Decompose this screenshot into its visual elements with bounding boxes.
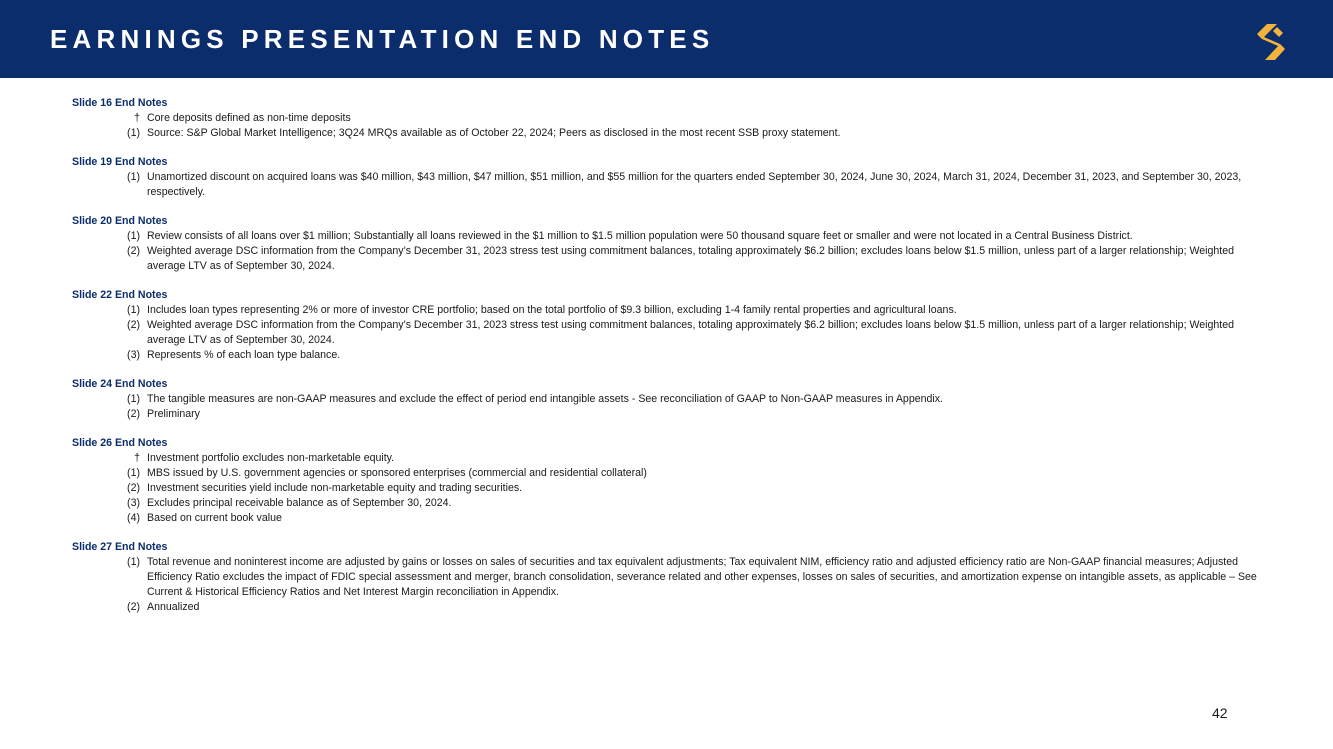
notes-section: [72, 288, 1272, 363]
note-item: [72, 555, 1272, 600]
header-band: [0, 0, 1333, 78]
note-marker: (1): [127, 304, 140, 316]
note-text: Investment portfolio excludes non-marketable equity.: [147, 452, 395, 464]
note-item: [72, 481, 1272, 496]
note-text: Weighted average DSC information from the Company’s December 31, 2023 stress test using commitment balances, totaling approximately $6.2 billion; excludes loans below $1.5 million, unless part of a larger relationship; Weighted average LTV as of September 30, 2024.: [147, 245, 1235, 272]
section-title: Slide 26 End Notes: [72, 437, 168, 449]
note-text: Total revenue and noninterest income are adjusted by gains or losses on sales of securities and tax equivalent adjustments; Tax equivalent NIM, efficiency ratio and adjusted efficiency ratio are Non-GAAP financial measures; Adjusted Efficiency Ratio excludes the impact of FDIC special assessment and merger, branch consolidation, severance related and other expenses, losses on sales of securities, and amortization expense on intangible assets, as applicable – See Current & Historical Efficiency Ratios and Net Interest Margin reconciliation in Appendix.: [147, 556, 1257, 598]
end-notes: [72, 96, 1272, 629]
note-marker: (3): [127, 349, 140, 361]
note-item: [72, 229, 1272, 244]
note-marker: (4): [127, 512, 140, 524]
note-marker: †: [134, 452, 140, 464]
section-title: Slide 24 End Notes: [72, 378, 168, 390]
note-item: [72, 511, 1272, 526]
notes-section: [72, 96, 1272, 141]
section-title: Slide 20 End Notes: [72, 215, 168, 227]
note-marker: (1): [127, 171, 140, 183]
note-marker: (1): [127, 230, 140, 242]
notes-section: [72, 436, 1272, 526]
note-marker: (1): [127, 467, 140, 479]
section-title: Slide 22 End Notes: [72, 289, 168, 301]
note-item: [72, 451, 1272, 466]
note-item: [72, 318, 1272, 348]
note-text: Weighted average DSC information from the Company’s December 31, 2023 stress test using commitment balances, totaling approximately $6.2 billion; excludes loans below $1.5 million, unless part of a larger relationship; Weighted average LTV as of September 30, 2024.: [147, 319, 1235, 346]
notes-section: [72, 540, 1272, 615]
note-item: [72, 111, 1272, 126]
note-text: Includes loan types representing 2% or more of investor CRE portfolio; based on the total portfolio of $9.3 billion, excluding 1-4 family rental properties and agricultural loans.: [147, 304, 957, 316]
note-marker: (2): [127, 319, 140, 331]
note-marker: (2): [127, 601, 140, 613]
page-title: EARNINGS PRESENTATION END NOTES: [50, 24, 715, 54]
note-marker: (2): [127, 408, 140, 420]
note-text: The tangible measures are non-GAAP measures and exclude the effect of period end intangible assets - See reconciliation of GAAP to Non-GAAP measures in Appendix.: [147, 393, 943, 405]
note-item: [72, 392, 1272, 407]
note-text: MBS issued by U.S. government agencies or sponsored enterprises (commercial and residential collateral): [147, 467, 647, 479]
note-text: Represents % of each loan type balance.: [147, 349, 341, 361]
note-item: [72, 600, 1272, 615]
notes-section: [72, 377, 1272, 422]
note-text: Core deposits defined as non-time deposits: [147, 112, 351, 124]
notes-section: [72, 214, 1272, 274]
note-item: [72, 407, 1272, 422]
note-marker: (3): [127, 497, 140, 509]
note-text: Based on current book value: [147, 512, 282, 524]
note-marker: (1): [127, 556, 140, 568]
note-item: [72, 303, 1272, 318]
note-marker: (2): [127, 482, 140, 494]
note-text: Unamortized discount on acquired loans was $40 million, $43 million, $47 million, $51 million, and $55 million for the quarters ended September 30, 2024, June 30, 2024, March 31, 2024, December 31, 2023, and September 30, 2023, respectively.: [147, 171, 1242, 198]
note-marker: †: [134, 112, 140, 124]
page-number: 42: [1212, 705, 1228, 721]
note-text: Investment securities yield include non-marketable equity and trading securities.: [147, 482, 523, 494]
section-title: Slide 19 End Notes: [72, 156, 168, 168]
note-marker: (1): [127, 127, 140, 139]
notes-section: [72, 155, 1272, 200]
note-item: [72, 244, 1272, 274]
note-item: [72, 496, 1272, 511]
note-item: [72, 348, 1272, 363]
section-title: Slide 27 End Notes: [72, 541, 168, 553]
ssb-logo-icon: [1253, 22, 1289, 62]
note-text: Source: S&P Global Market Intelligence; 3Q24 MRQs available as of October 22, 2024; Peers as disclosed in the most recent SSB proxy statement.: [147, 127, 841, 139]
note-item: [72, 466, 1272, 481]
note-marker: (1): [127, 393, 140, 405]
note-item: [72, 170, 1272, 200]
section-title: Slide 16 End Notes: [72, 97, 168, 109]
note-item: [72, 126, 1272, 141]
note-text: Annualized: [147, 601, 200, 613]
note-text: Review consists of all loans over $1 million; Substantially all loans reviewed in the $1 million to $1.5 million population were 50 thousand square feet or smaller and were not located in a Central Business District.: [147, 230, 1133, 242]
note-text: Excludes principal receivable balance as of September 30, 2024.: [147, 497, 452, 509]
note-text: Preliminary: [147, 408, 200, 420]
note-marker: (2): [127, 245, 140, 257]
